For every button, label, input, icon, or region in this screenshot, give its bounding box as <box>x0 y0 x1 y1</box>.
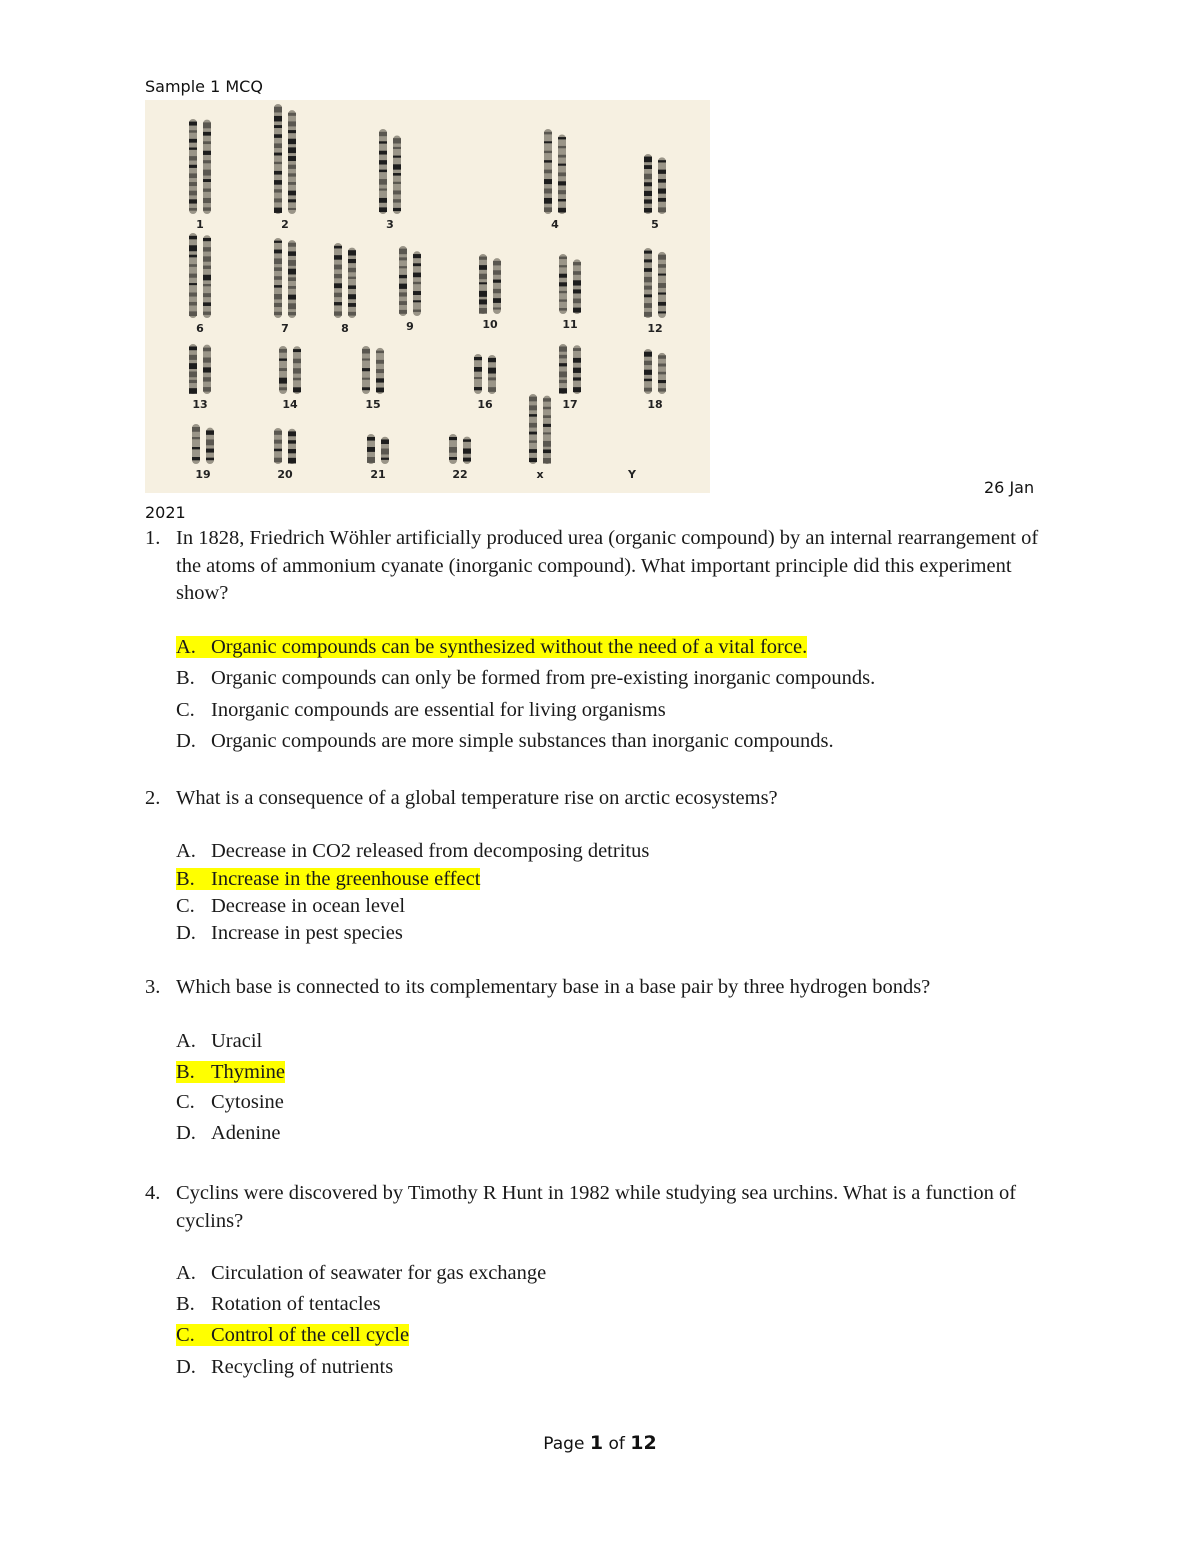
chromosome-pair-22 <box>449 434 471 464</box>
total-pages: 12 <box>630 1432 657 1454</box>
chromosome-pair-21 <box>367 434 389 464</box>
chromosome-label: 13 <box>192 398 208 411</box>
chromosome-label: 22 <box>452 468 468 481</box>
chromosome-pair-20 <box>274 428 296 464</box>
option-c[interactable]: C. Inorganic compounds are essential for living organisms <box>176 699 666 721</box>
chromosome-pair-9 <box>399 246 421 316</box>
question-number: 1. <box>145 527 161 549</box>
option-b[interactable] <box>176 1059 285 1087</box>
chromosome-pair-4 <box>544 129 566 214</box>
option-d[interactable]: D. Increase in pest species <box>176 922 403 944</box>
chromosome-pair-13 <box>189 344 211 394</box>
chromosome-label: 12 <box>647 322 663 335</box>
chromosome-pair-18 <box>644 349 666 394</box>
highlighted-answer: B. Increase in the greenhouse effect <box>176 868 481 890</box>
option-b[interactable]: B. Rotation of tentacles <box>176 1293 381 1315</box>
karyotype-image <box>145 100 710 493</box>
option-b[interactable] <box>176 866 480 894</box>
chromosome-label: 8 <box>341 322 349 335</box>
chromosome-pair-6 <box>189 233 211 318</box>
date-day-month: 26 Jan <box>984 478 1035 497</box>
chromosome-label: 21 <box>370 468 386 481</box>
current-page: 1 <box>589 1432 604 1454</box>
chromosome-pair-11 <box>559 254 581 314</box>
chromosome-label: 17 <box>562 398 578 411</box>
chromosome-pair-3 <box>379 129 401 214</box>
option-c[interactable]: C. Decrease in ocean level <box>176 895 406 917</box>
date-year: 2021 <box>145 503 186 522</box>
chromosome-pair-16 <box>474 354 496 394</box>
option-d[interactable]: D. Recycling of nutrients <box>176 1356 394 1378</box>
option-c[interactable]: C. Cytosine <box>176 1091 284 1113</box>
option-b[interactable]: B. Organic compounds can only be formed from pre-existing inorganic compounds. <box>176 667 876 689</box>
chromosome-pair-8 <box>334 243 356 318</box>
chromosome-label: Y <box>628 468 636 481</box>
chromosome-label: 1 <box>196 218 204 231</box>
chromosome-label: 20 <box>277 468 293 481</box>
chromosome-label: 14 <box>282 398 298 411</box>
karyotype-chromosomes <box>145 100 710 493</box>
option-d[interactable]: D. Adenine <box>176 1122 281 1144</box>
chromosome-label: 6 <box>196 322 204 335</box>
question-number: 4. <box>145 1182 161 1204</box>
chromosome-pair-15 <box>362 346 384 394</box>
question-text: In 1828, Friedrich Wöhler artificially produced urea (organic compound) by an internal rearrangement of the atoms of ammonium cyanate (inorganic compound). What important principle did this experiment show? <box>176 527 1039 604</box>
chromosome-label: 11 <box>562 318 578 331</box>
chromosome-pair-1 <box>189 119 211 214</box>
chromosome-pair-19 <box>192 424 214 464</box>
option-c[interactable] <box>176 1322 409 1350</box>
chromosome-label: 18 <box>647 398 663 411</box>
chromosome-pair-17 <box>559 344 581 394</box>
chromosome-pair-10 <box>479 254 501 314</box>
chromosome-pair-12 <box>644 248 666 318</box>
highlighted-answer: A. Organic compounds can be synthesized without the need of a vital force. <box>176 636 808 658</box>
chromosome-pair-5 <box>644 154 666 214</box>
chromosome-pair-7 <box>274 238 296 318</box>
question-number: 2. <box>145 787 161 809</box>
highlighted-answer: B. Thymine <box>176 1061 286 1083</box>
document-title: Sample 1 MCQ <box>145 77 263 96</box>
chromosome-label: 7 <box>281 322 289 335</box>
question-text: What is a consequence of a global temperature rise on arctic ecosystems? <box>176 787 778 809</box>
option-a[interactable]: A. Decrease in CO2 released from decomposing detritus <box>176 840 650 862</box>
chromosome-pair-14 <box>279 346 301 394</box>
chromosome-label: 4 <box>551 218 559 231</box>
chromosome-pair-x <box>529 394 551 464</box>
chromosome-label: 19 <box>195 468 211 481</box>
chromosome-label: 15 <box>365 398 381 411</box>
chromosome-label: 9 <box>406 320 414 333</box>
option-a[interactable]: A. Circulation of seawater for gas exchange <box>176 1262 547 1284</box>
chromosome-label: 2 <box>281 218 289 231</box>
option-d[interactable]: D. Organic compounds are more simple substances than inorganic compounds. <box>176 730 834 752</box>
chromosome-label: 10 <box>482 318 498 331</box>
page-footer: Page 1 of 12 <box>543 1432 657 1454</box>
chromosome-label: 16 <box>477 398 493 411</box>
chromosome-label: 3 <box>386 218 394 231</box>
question-text: Which base is connected to its complementary base in a base pair by three hydrogen bonds? <box>176 976 931 998</box>
option-a[interactable]: A. Uracil <box>176 1030 263 1052</box>
chromosome-pair-2 <box>274 104 296 214</box>
highlighted-answer: C. Control of the cell cycle <box>176 1324 410 1346</box>
question-text: Cyclins were discovered by Timothy R Hunt in 1982 while studying sea urchins. What is a function of cyclins? <box>176 1182 1017 1232</box>
option-a[interactable] <box>176 634 807 662</box>
chromosome-label: x <box>536 468 544 481</box>
chromosome-label: 5 <box>651 218 659 231</box>
question-number: 3. <box>145 976 161 998</box>
